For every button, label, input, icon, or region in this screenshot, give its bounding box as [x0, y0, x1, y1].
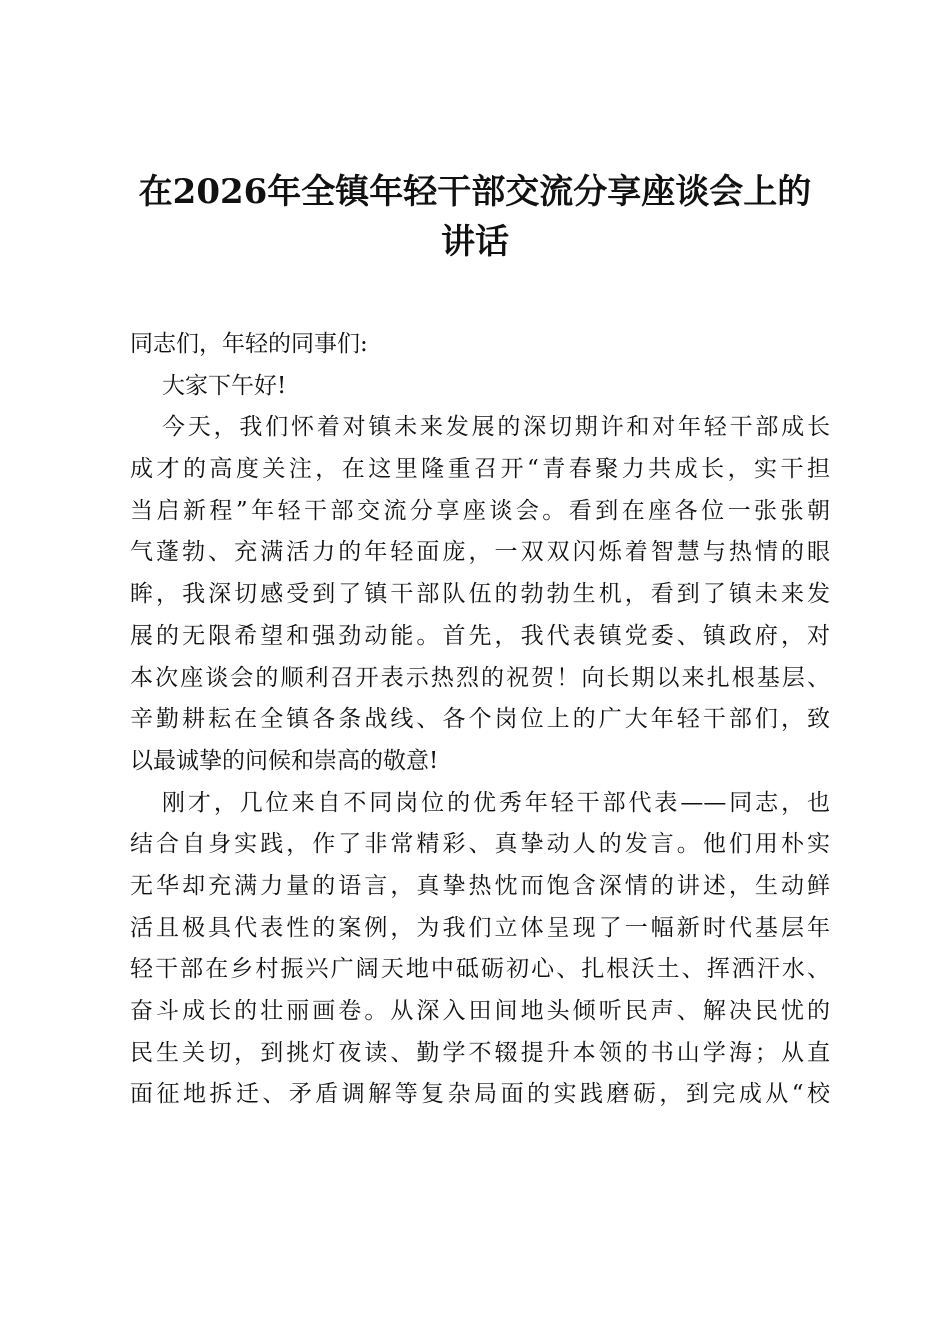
paragraph-line: 无华却充满力量的语言，真挚热忱而饱含深情的讲述，生动鲜 — [130, 872, 830, 899]
paragraph-line: 展的无限希望和强劲动能。首先，我代表镇党委、镇政府，对 — [130, 622, 830, 649]
paragraph-line: 结合自身实践，作了非常精彩、真挚动人的发言。他们用朴实 — [130, 831, 830, 858]
salutation: 同志们，年轻的同事们: — [130, 331, 368, 357]
paragraph-line: 活且极具代表性的案例，为我们立体呈现了一幅新时代基层年 — [130, 914, 830, 941]
document-title — [100, 167, 850, 267]
paragraph-line: 奋斗成长的壮丽画卷。从深入田间地头倾听民声、解决民忧的 — [130, 998, 830, 1024]
title-line-2: 讲话 — [441, 222, 509, 262]
paragraph-line: 民生关切，到挑灯夜读、勤学不辍提升本领的书山学海；从直 — [130, 1039, 830, 1066]
paragraph-line: 面征地拆迁、矛盾调解等复杂局面的实践磨砺，到完成从“校 — [130, 1081, 830, 1108]
paragraph-line: 本次座谈会的顺利召开表示热烈的祝贺！向长期以来扎根基层、 — [130, 664, 830, 691]
paragraph-line: 气蓬勃、充满活力的年轻面庞，一双双闪烁着智慧与热情的眼 — [130, 539, 830, 566]
paragraph-line: 轻干部在乡村振兴广阔天地中砥砺初心、扎根沃土、挥洒汗水、 — [130, 956, 830, 983]
paragraph-line: 成才的高度关注，在这里隆重召开“青春聚力共成长，实干担 — [130, 456, 830, 483]
paragraph-line: 刚才，几位来自不同岗位的优秀年轻干部代表——同志，也 — [162, 789, 830, 816]
greeting: 大家下午好! — [162, 372, 287, 399]
paragraph-line: 辛勤耕耘在全镇各条战线、各个岗位上的广大年轻干部们，致 — [130, 706, 830, 733]
paragraph-line: 今天，我们怀着对镇未来发展的深切期许和对年轻干部成长 — [162, 414, 830, 441]
paragraph-line: 当启新程”年轻干部交流分享座谈会。看到在座各位一张张朝 — [130, 497, 830, 524]
title-line-1: 在2026年全镇年轻干部交流分享座谈会上的 — [138, 172, 812, 212]
paragraph-line: 眸，我深切感受到了镇干部队伍的勃勃生机，看到了镇未来发 — [130, 581, 830, 608]
paragraph-line: 以最诚挚的问候和崇高的敬意! — [130, 747, 439, 774]
document-body — [130, 324, 830, 1116]
